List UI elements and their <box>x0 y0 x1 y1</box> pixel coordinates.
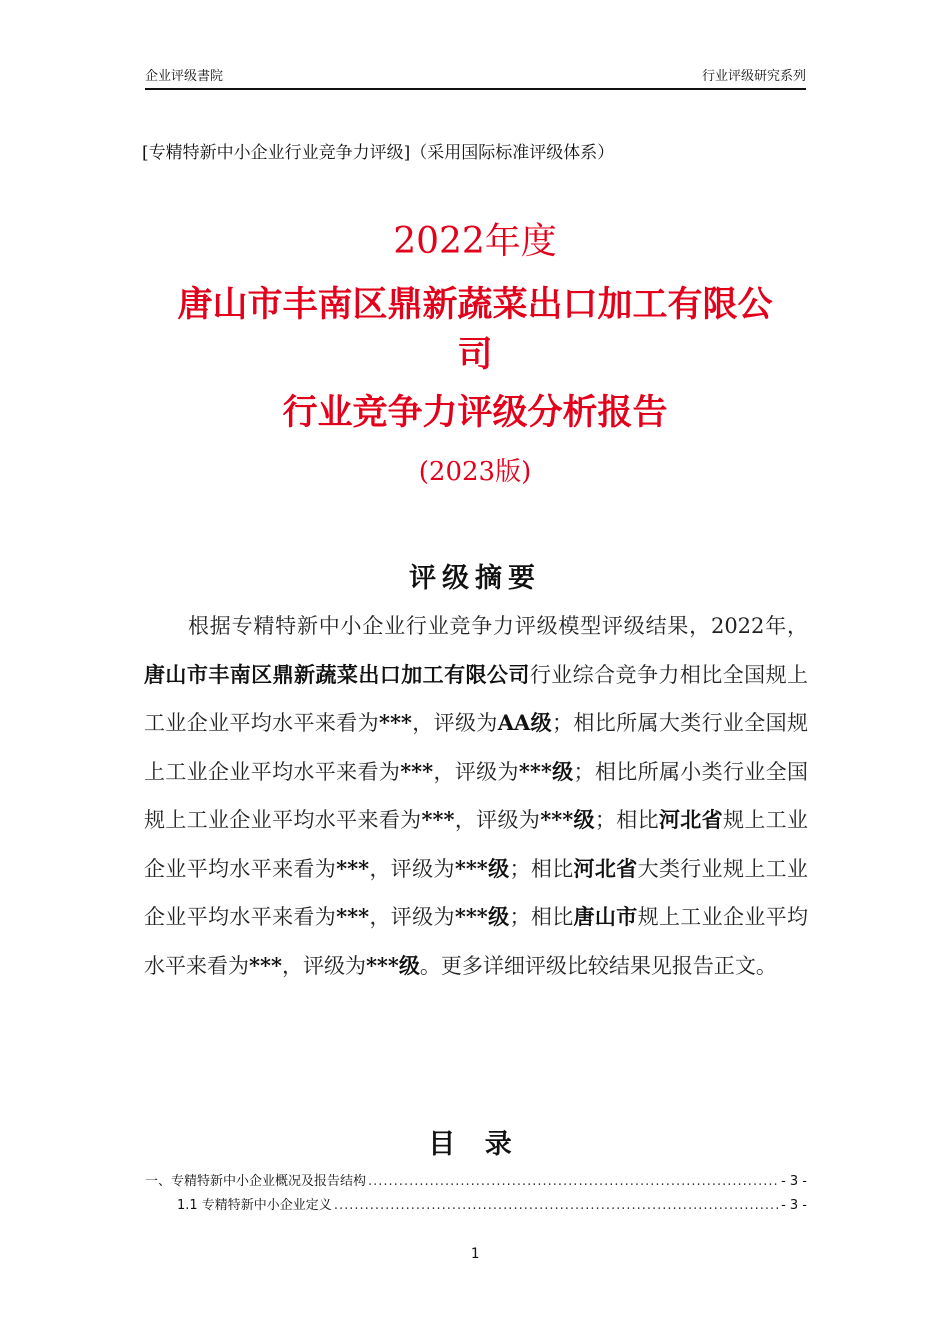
summary-text: ，评级为 <box>433 759 519 784</box>
header-series: 行业评级研究系列 <box>701 69 806 84</box>
summary-text: ；相比 <box>509 856 574 881</box>
summary-emphasis: *** <box>336 855 370 881</box>
summary-text: ，评级为 <box>411 711 498 735</box>
summary-text: ，评级为 <box>369 856 455 881</box>
title-company-line1: 唐山市丰南区鼎新蔬菜出口加工有限公 <box>177 284 773 325</box>
summary-emphasis: *** <box>249 952 282 978</box>
summary-paragraph <box>144 602 808 990</box>
summary-heading: 评级摘要 <box>409 563 541 594</box>
summary-emphasis: ***级 <box>454 855 510 881</box>
toc-dot-leader <box>334 1194 779 1218</box>
title-company <box>140 280 810 380</box>
summary-text: ；相比所属小类行业全国规上工业企业平均水平来看为 <box>144 759 809 832</box>
page-number: 1 <box>470 1246 480 1262</box>
summary-text: ；相比所属大类行业全国规上工业企业平均水平来看为 <box>144 711 809 784</box>
summary-text: ，评级为 <box>281 953 366 978</box>
toc-entry[interactable] <box>145 1170 807 1194</box>
page-header <box>145 68 806 90</box>
summary-emphasis: *** <box>400 758 434 784</box>
summary-emphasis: *** <box>378 710 412 735</box>
title-company-line2: 司 <box>457 334 493 375</box>
summary-emphasis: *** <box>421 807 455 832</box>
summary-emphasis: AA级 <box>497 710 553 735</box>
summary-emphasis: ***级 <box>365 952 420 978</box>
table-of-contents <box>145 1170 807 1218</box>
summary-emphasis: ***级 <box>540 807 595 832</box>
summary-text: 规上工业企业平均水平来看为 <box>144 808 809 881</box>
toc-entry-page: - 3 - <box>781 1198 807 1213</box>
toc-entry-label: 1.1 专精特新中小企业定义 <box>177 1198 332 1213</box>
summary-text: 。更多详细评级比较结果见报告正文。 <box>419 953 777 978</box>
summary-text: ，评级为 <box>369 905 455 929</box>
report-classification: [专精特新中小企业行业竞争力评级]（采用国际标准评级体系） <box>142 143 615 163</box>
toc-entry-page: - 3 - <box>781 1174 807 1189</box>
title-year: 2022年度 <box>393 221 557 262</box>
summary-text: 大类行业规上工业企业平均水平来看为 <box>144 856 809 929</box>
summary-emphasis: *** <box>336 904 370 929</box>
summary-emphasis: 唐山市丰南区鼎新蔬菜出口加工有限公司 <box>144 661 530 687</box>
summary-emphasis: 河北省 <box>573 855 638 881</box>
toc-entry-label: 一、专精特新中小企业概况及报告结构 <box>145 1174 367 1189</box>
summary-emphasis: 河北省 <box>658 807 723 832</box>
title-report: 行业竞争力评级分析报告 <box>282 392 668 433</box>
title-version: (2023版) <box>418 457 532 487</box>
toc-entry[interactable] <box>145 1194 807 1218</box>
summary-emphasis: ***级 <box>518 758 574 784</box>
summary-text: ，评级为 <box>454 808 541 832</box>
summary-emphasis: ***级 <box>454 904 510 929</box>
header-publisher: 企业评级書院 <box>145 69 224 84</box>
toc-dot-leader <box>368 1170 779 1194</box>
summary-emphasis: 唐山市 <box>573 904 638 929</box>
summary-text: 根据专精特新中小企业行业竞争力评级模型评级结果，2022年， <box>188 614 808 638</box>
summary-text: ；相比 <box>594 808 659 832</box>
summary-text: 行业综合竞争力相比全国规上工业企业平均水平来看为 <box>144 662 809 735</box>
summary-text: 规上工业企业平均水平来看为 <box>144 905 809 978</box>
summary-text: ；相比 <box>509 905 574 929</box>
toc-heading: 目 录 <box>428 1129 522 1160</box>
